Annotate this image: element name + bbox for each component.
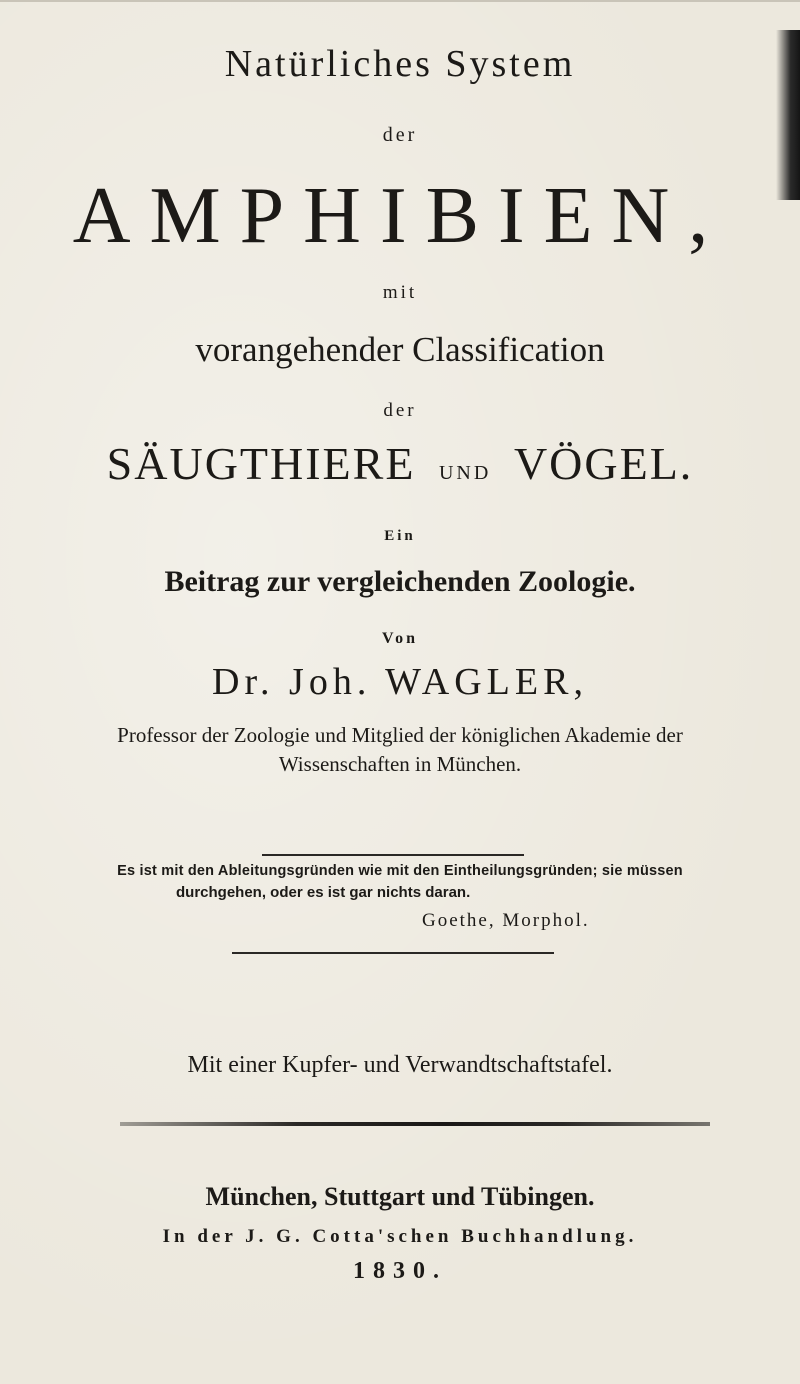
author-title-line-2: Wissenschaften in München. — [278, 752, 522, 776]
title-word-und: UND — [438, 462, 492, 484]
title-line-der: der — [382, 124, 418, 146]
imprint-publisher: In der J. G. Cotta'schen Buchhandlung. — [162, 1226, 638, 1247]
epigraph-rule-top — [262, 854, 524, 856]
title-line-saeugthiere-und-voegel — [0, 436, 800, 491]
imprint-places: München, Stuttgart und Tübingen. — [205, 1182, 595, 1211]
title-line-von: Von — [382, 630, 418, 647]
epigraph-line-1: Es ist mit den Ableitungsgründen wie mit den Eintheilungsgründen; sie müssen — [117, 863, 683, 879]
title-word-saeugthiere: SÄUGTHIERE — [106, 438, 416, 489]
epigraph-rule-bottom — [232, 952, 554, 954]
double-rule — [120, 1122, 710, 1126]
title-line-amphibien: AMPHIBIEN, — [72, 172, 728, 260]
title-line-ein: Ein — [384, 528, 416, 544]
author-title-line-1: Professor der Zoologie und Mitglied der königlichen Akademie der — [117, 723, 683, 747]
title-line-beitrag: Beitrag zur vergleichenden Zoologie. — [164, 565, 636, 598]
epigraph-attribution: Goethe, Morphol. — [422, 910, 590, 931]
author-line: Dr. Joh. WAGLER, — [212, 661, 588, 703]
title-word-voegel: VÖGEL. — [513, 438, 694, 489]
title-line-natuerliches-system: Natürliches System — [224, 43, 576, 85]
epigraph-line-2: durchgehen, oder es ist gar nichts daran. — [176, 884, 471, 901]
imprint-year: 1830. — [353, 1258, 447, 1284]
plates-line: Mit einer Kupfer- und Verwandtschaftstafel. — [187, 1052, 613, 1078]
title-line-der-2: der — [383, 400, 417, 421]
title-line-classification: vorangehender Classification — [195, 330, 605, 369]
title-line-mit: mit — [382, 282, 418, 303]
page-edge-mark — [0, 0, 800, 2]
